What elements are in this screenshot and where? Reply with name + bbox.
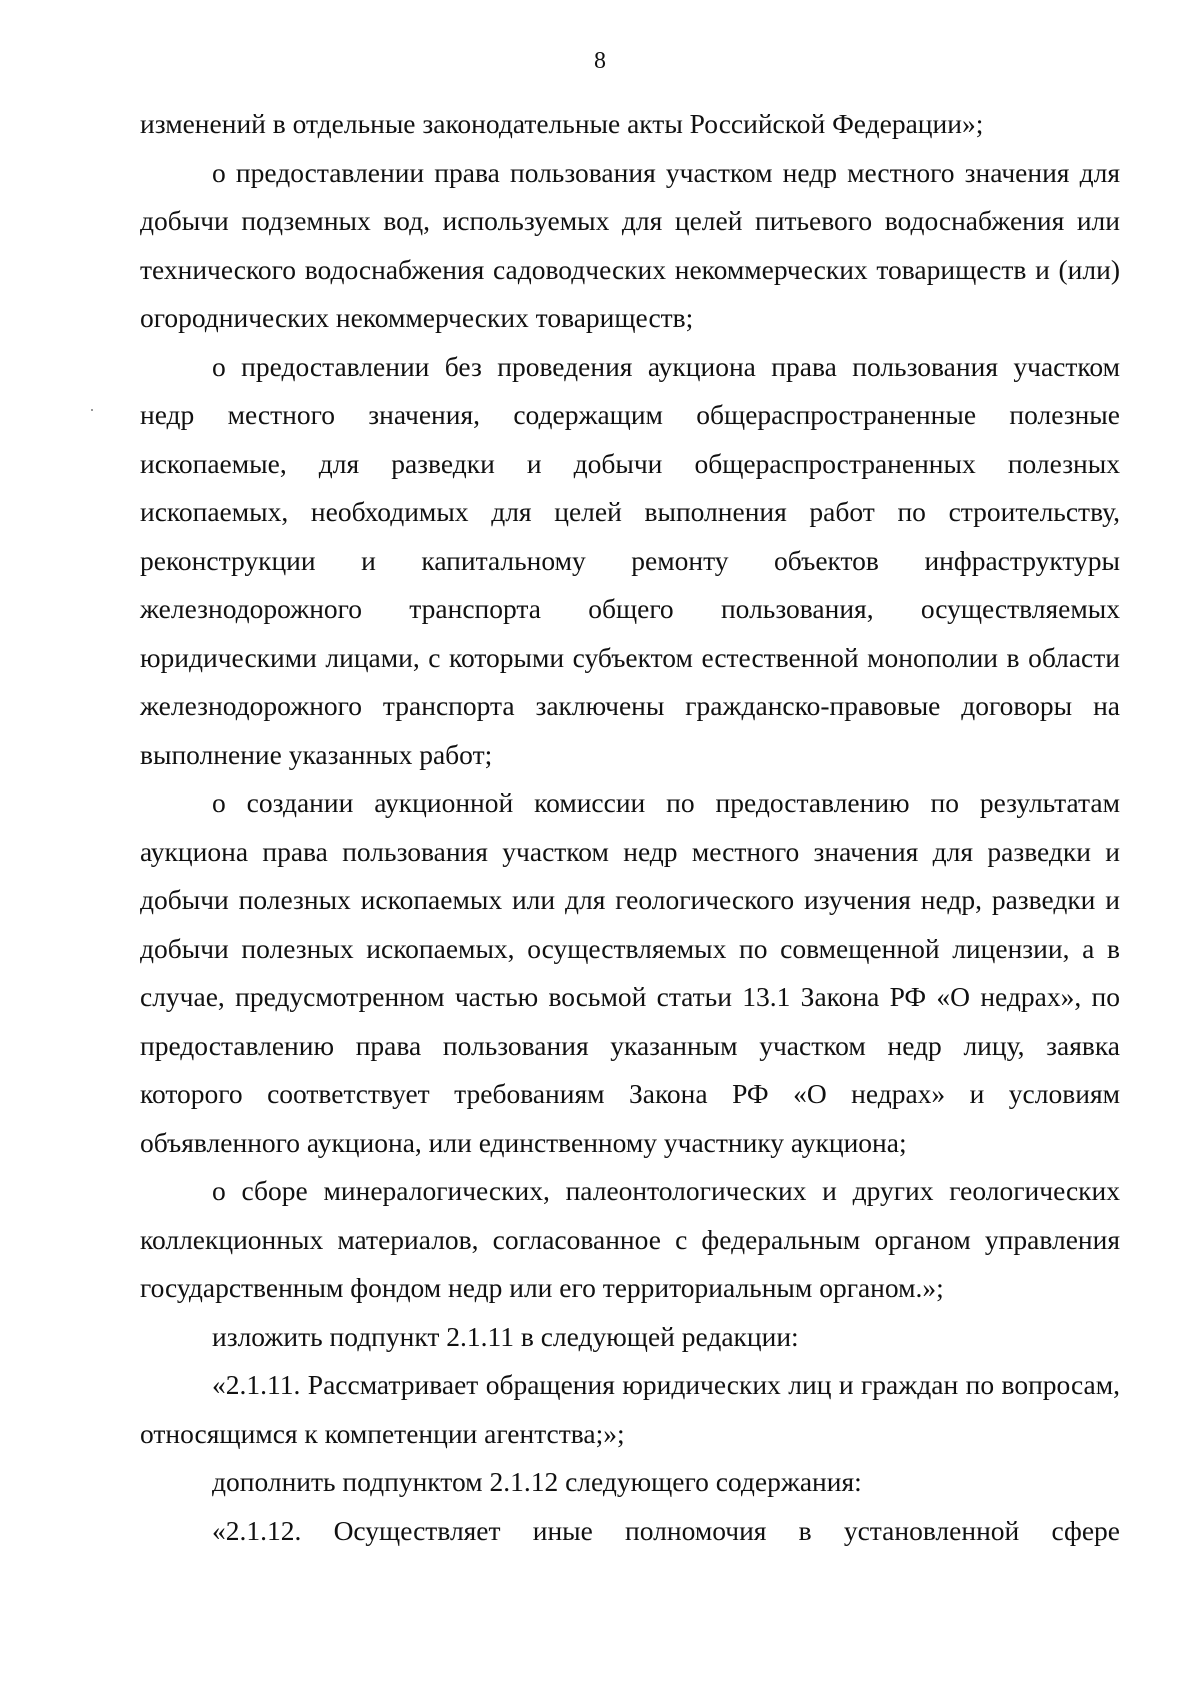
- paragraph-continuation: изменений в отдельные законодательные акты Российской Федерации»;: [140, 108, 984, 139]
- paragraph-no-auction: о предоставлении без проведения аукциона права пользования участком недр местного значения, содержащим общераспространенные полезные ископаемые, для разведки и добычи общераспространенных полезных ископаемых, необходимых для целей выполнения работ по строительству, реконструкции и капитальному ремонту объектов инфраструктуры железнодорожного транспорта общего пользования, осуществляемых юридическими лицами, с которыми субъектом естественной монополии в области железнодорожного транспорта заключены гражданско-правовые договоры на выполнение указанных работ;: [140, 350, 1120, 770]
- paragraph-collection-materials: о сборе минералогических, палеонтологических и других геологических коллекционных материалов, согласованное с федеральным органом управления государственным фондом недр или его территориальным органом.»;: [140, 1175, 1120, 1303]
- paragraph-2-1-12: «2.1.12. Осуществляет иные полномочия в установленной сфере: [212, 1514, 1120, 1546]
- page-number: 8: [594, 48, 606, 74]
- paragraph-amend-2-1-11: изложить подпункт 2.1.11 в следующей редакции:: [212, 1320, 799, 1352]
- scan-artifact-dot: [91, 409, 93, 411]
- document-body: [140, 100, 1120, 1555]
- paragraph-auction-commission: о создании аукционной комиссии по предоставлению по результатам аукциона права пользования участком недр местного значения для разведки и добычи полезных ископаемых или для геологического изучения недр, разведки и добычи полезных ископаемых, осуществляемых по совмещенной лицензии, а в случае, предусмотренном частью восьмой статьи 13.1 Закона РФ «О недрах», по предоставлению права пользования указанным участком недр лицу, заявка которого соответствует требованиям Закона РФ «О недрах» и условиям объявленного аукциона, или единственному участнику аукциона;: [140, 787, 1120, 1158]
- paragraph-add-2-1-12: дополнить подпунктом 2.1.12 следующего содержания:: [212, 1466, 862, 1497]
- paragraph-2-1-11: «2.1.11. Рассматривает обращения юридических лиц и граждан по вопросам, относящимся к компетенции агентства;»;: [140, 1369, 1120, 1449]
- paragraph-groundwater: о предоставлении права пользования участком недр местного значения для добычи подземных вод, используемых для целей питьевого водоснабжения или технического водоснабжения садоводческих некоммерческих товариществ и (или) огороднических некоммерческих товариществ;: [140, 156, 1120, 333]
